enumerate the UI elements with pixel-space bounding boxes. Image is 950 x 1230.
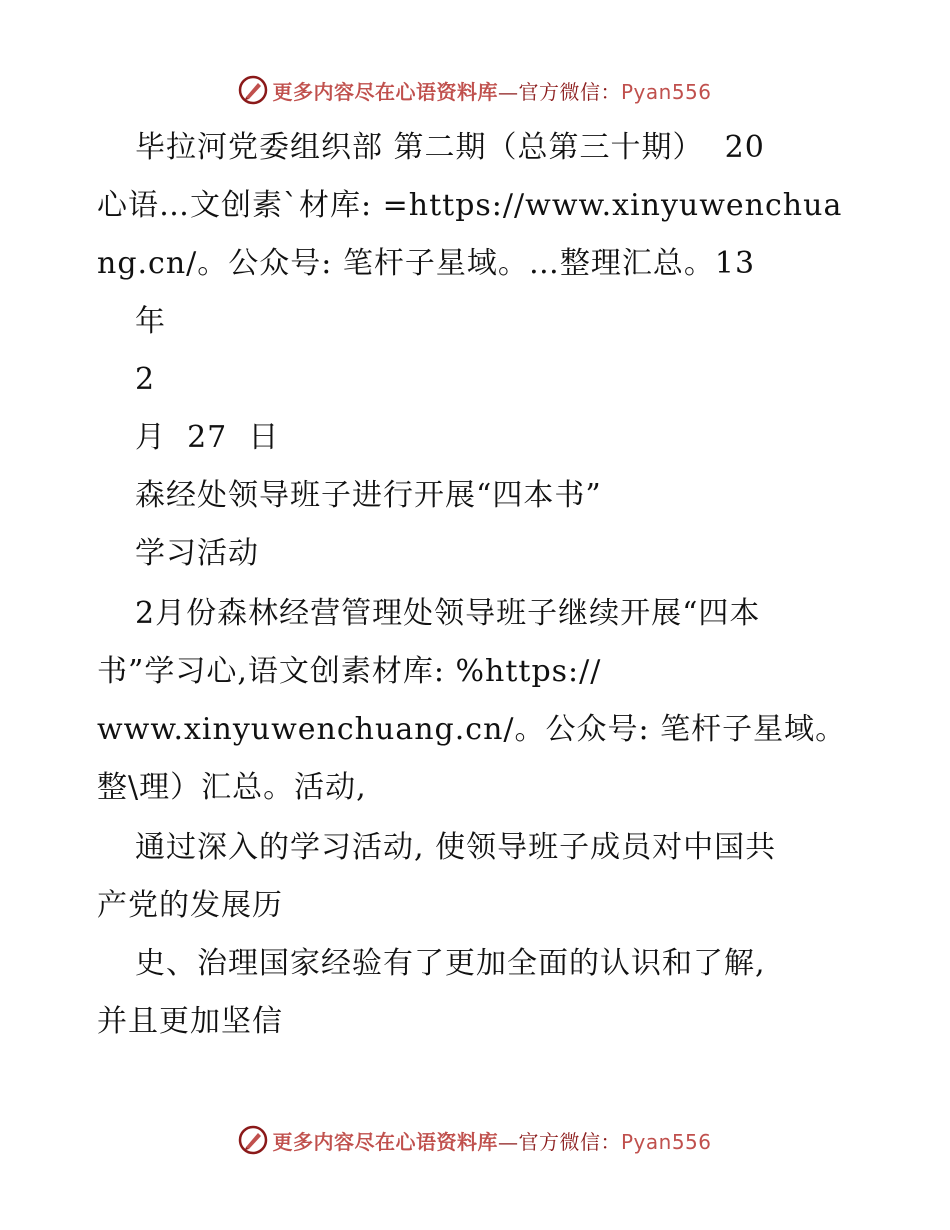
text-line: 2 xyxy=(135,362,156,397)
header-banner-text xyxy=(272,76,711,105)
header-banner-main: 更多内容尽在心语资料库 xyxy=(272,79,498,104)
header-banner-wx-label: 官方微信： xyxy=(518,79,621,104)
footer-banner-wx-id: Pyan556 xyxy=(620,1129,712,1154)
text-line: 产党的发展历 xyxy=(97,888,283,923)
pen-logo-icon xyxy=(238,75,268,105)
text-line: 心语…文创素`材库: =https://www.xinyuwenchua xyxy=(97,188,843,223)
text-line: 年 xyxy=(135,304,166,339)
text-line: www.xinyuwenchuang.cn/。公众号: 笔杆子星域。 xyxy=(97,712,847,747)
text-line: 月 27 日 xyxy=(135,420,280,455)
pen-logo-icon xyxy=(238,1125,268,1155)
text-line: 史、治理国家经验有了更加全面的认识和了解, xyxy=(135,946,766,981)
text-line: 通过深入的学习活动, 使领导班子成员对中国共 xyxy=(135,830,777,865)
text-line: 整\理）汇总。活动, xyxy=(97,770,367,805)
footer-banner-text xyxy=(272,1126,711,1155)
text-line: 学习活动 xyxy=(135,536,259,571)
text-line: 毕拉河党委组织部 第二期（总第三十期） 20 xyxy=(135,130,765,165)
footer-banner-wx-label: 官方微信： xyxy=(518,1129,621,1154)
header-banner-wx-id: Pyan556 xyxy=(620,79,712,104)
text-line: 书”学习心,语文创素材库: %https:// xyxy=(97,654,602,689)
text-line: 森经处领导班子进行开展“四本书” xyxy=(135,478,602,513)
footer-banner-dash: — xyxy=(497,1129,519,1154)
header-banner xyxy=(0,70,950,110)
footer-banner-main: 更多内容尽在心语资料库 xyxy=(272,1129,498,1154)
text-line: 并且更加坚信 xyxy=(97,1004,283,1039)
footer-banner xyxy=(0,1120,950,1160)
text-line: 2月份森林经营管理处领导班子继续开展“四本 xyxy=(135,596,761,631)
header-banner-dash: — xyxy=(497,79,519,104)
text-line: ng.cn/。公众号: 笔杆子星域。…整理汇总。13 xyxy=(97,246,756,281)
